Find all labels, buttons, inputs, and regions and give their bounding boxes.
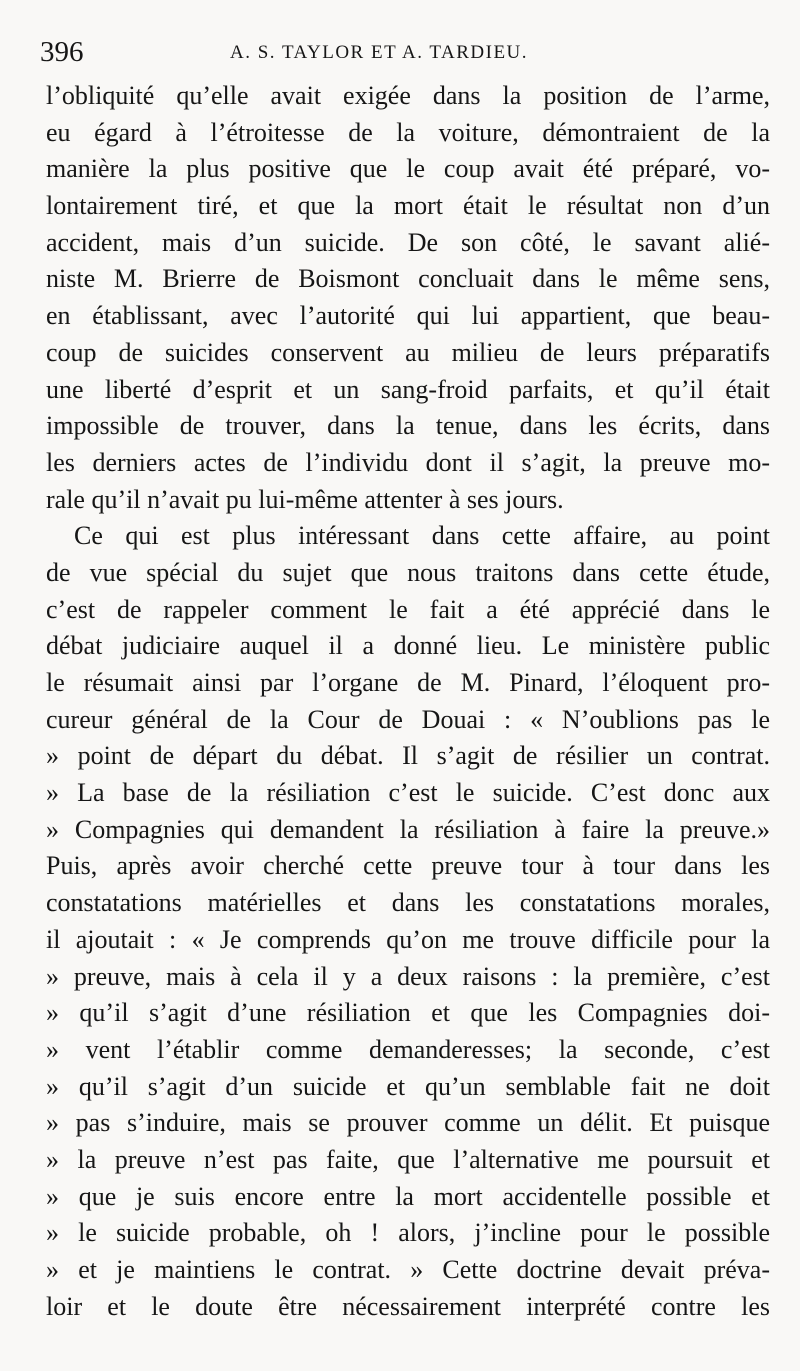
text-line: » que je suis encore entre la mort accidentelle possible et [46, 1181, 770, 1211]
text-line: une liberté d’esprit et un sang-froid parfaits, et qu’il était [46, 374, 770, 404]
text-line: » la preuve n’est pas faite, que l’alternative me poursuit et [46, 1144, 770, 1174]
text-line: » le suicide probable, oh ! alors, j’incline pour le possible [46, 1218, 770, 1248]
text-line: c’est de rappeler comment le fait a été apprécié dans le [46, 594, 770, 624]
text-line: coup de suicides conservent au milieu de leurs préparatifs [46, 337, 770, 367]
text-line: de vue spécial du sujet que nous traitons dans cette étude, [46, 557, 770, 587]
text-line: cureur général de la Cour de Douai : « N’oublions pas le [46, 704, 770, 734]
text-line: manière la plus positive que le coup avait été préparé, vo- [46, 154, 770, 184]
text-line: » et je maintiens le contrat. » Cette doctrine devait préva- [46, 1255, 770, 1284]
text-line: rale qu’il n’avait pu lui-même attenter à ses jours. [46, 484, 564, 514]
text-line: » qu’il s’agit d’un suicide et qu’un semblable fait ne doit [46, 1071, 770, 1101]
page-number: 396 [40, 36, 84, 68]
text-line: » point de départ du débat. Il s’agit de résilier un contrat. [46, 741, 770, 771]
page-header [40, 36, 770, 72]
text-line: » preuve, mais à cela il y a deux raisons : la première, c’est [46, 961, 770, 991]
text-line: » Compagnies qui demandent la résiliation à faire la preuve.» [46, 814, 770, 844]
text-line: Ce qui est plus intéressant dans cette affaire, au point [74, 521, 770, 551]
text-line: impossible de trouver, dans la tenue, dans les écrits, dans [46, 411, 770, 441]
text-line: » qu’il s’agit d’une résiliation et que les Compagnies doi- [46, 998, 770, 1028]
text-line: l’obliquité qu’elle avait exigée dans la position de l’arme, [46, 81, 770, 110]
text-line: en établissant, avec l’autorité qui lui appartient, que beau- [46, 301, 770, 331]
text-line: » La base de la résiliation c’est le suicide. C’est donc aux [46, 778, 770, 808]
text-line: eu égard à l’étroitesse de la voiture, démontraient de la [46, 117, 770, 147]
body-text [46, 78, 770, 1325]
text-line: Puis, après avoir cherché cette preuve tour à tour dans les [46, 851, 770, 881]
text-line: constatations matérielles et dans les constatations morales, [46, 888, 770, 918]
text-line: il ajoutait : « Je comprends qu’on me trouve difficile pour la [46, 924, 770, 954]
text-line: les derniers actes de l’individu dont il s’agit, la preuve mo- [46, 447, 770, 477]
text-line: lontairement tiré, et que la mort était le résultat non d’un [46, 191, 770, 221]
running-head: A. S. TAYLOR ET A. TARDIEU. [230, 42, 529, 63]
text-line: loir et le doute être nécessairement interprété contre les [46, 1291, 770, 1321]
text-line: » pas s’induire, mais se prouver comme un délit. Et puisque [46, 1108, 770, 1138]
text-line: accident, mais d’un suicide. De son côté, le savant alié- [46, 227, 770, 257]
text-line: le résumait ainsi par l’organe de M. Pinard, l’éloquent pro- [46, 668, 770, 697]
text-line: niste M. Brierre de Boismont concluait dans le même sens, [46, 264, 770, 294]
text-line: » vent l’établir comme demanderesses; la seconde, c’est [46, 1034, 770, 1064]
text-line: débat judiciaire auquel il a donné lieu. Le ministère public [46, 631, 770, 661]
